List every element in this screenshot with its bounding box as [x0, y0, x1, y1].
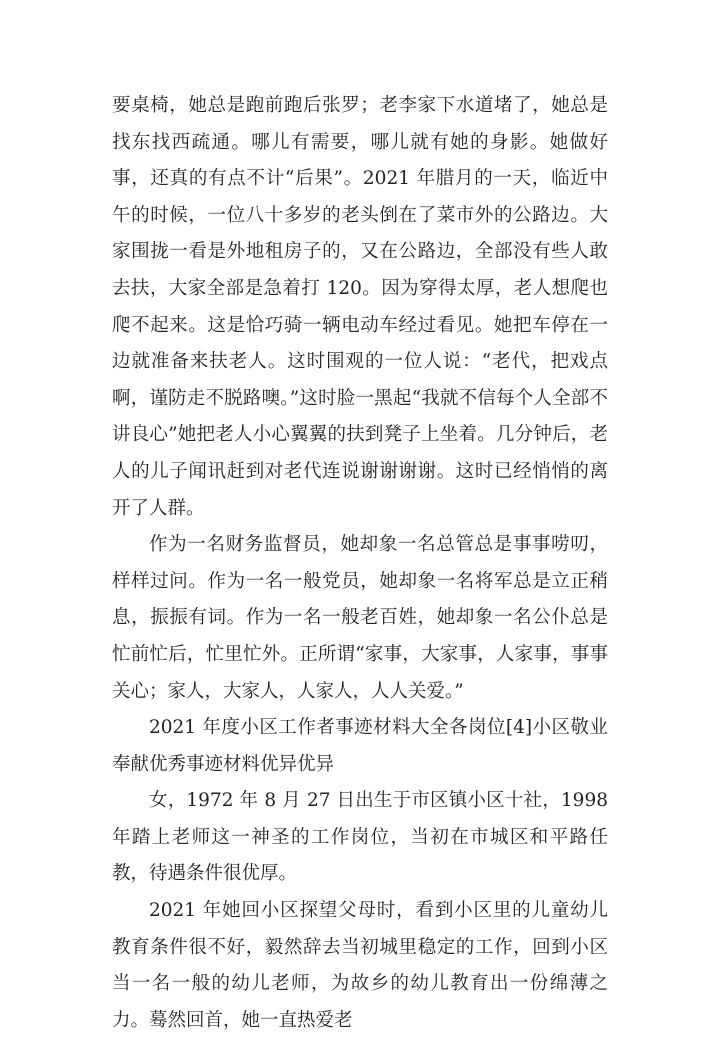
paragraph-return-home: 2021 年她回小区探望父母时，看到小区里的儿童幼儿教育条件很不好，毅然辞去当初城里稳定的工作，回到小区当一名一般的幼儿老师，为故乡的幼儿教育出一份绵薄之力。蓦然回首，她一直热爱老: [112, 900, 608, 1031]
paragraph-continuation: 要桌椅，她总是跑前跑后张罗；老李家下水道堵了，她总是找东找西疏通。哪儿有需要，哪儿就有她的身影。她做好事，还真的有点不计“后果”。2021 年腊月的一天，临近中午的时候，一位八十多岁的老头倒在了菜市外的公路边。大家围拢一看是外地租房子的，又在公路边，全部没有些人敢去扶，大家全部是急着打 120。因为穿得太厚，老人想爬也爬不起来。这是恰巧骑一辆电动车经过看见。她把车停在一边就准备来扶老人。这时围观的一位人说：“老代，把戏点啊，谨防走不脱路噢。”这时脸一黑起“我就不信每个人全部不讲良心”她把老人小心翼翼的扶到凳子上坐着。几分钟后，老人的儿子闻讯赶到对老代连说谢谢谢谢。这时已经悄悄的离开了人群。: [112, 95, 608, 519]
paragraph-financial-supervisor: 作为一名财务监督员，她却象一名总管总是事事唠叨，样样过问。作为一名一般党员，她却象一名将军总是立正稍息，振振有词。作为一名一般老百姓，她却象一名公仆总是忙前忙后，忙里忙外。正所谓“家事，大家事，人家事，事事关心；家人，大家人，人家人，人人关爱。”: [112, 534, 608, 702]
section-heading: 2021 年度小区工作者事迹材料大全各岗位[4]小区敬业奉献优秀事迹材料优异优异: [112, 717, 608, 775]
paragraph-biography: 女，1972 年 8 月 27 日出生于市区镇小区十社，1998 年踏上老师这一神圣的工作岗位，当初在市城区和平路任教，待遇条件很优厚。: [112, 790, 608, 885]
